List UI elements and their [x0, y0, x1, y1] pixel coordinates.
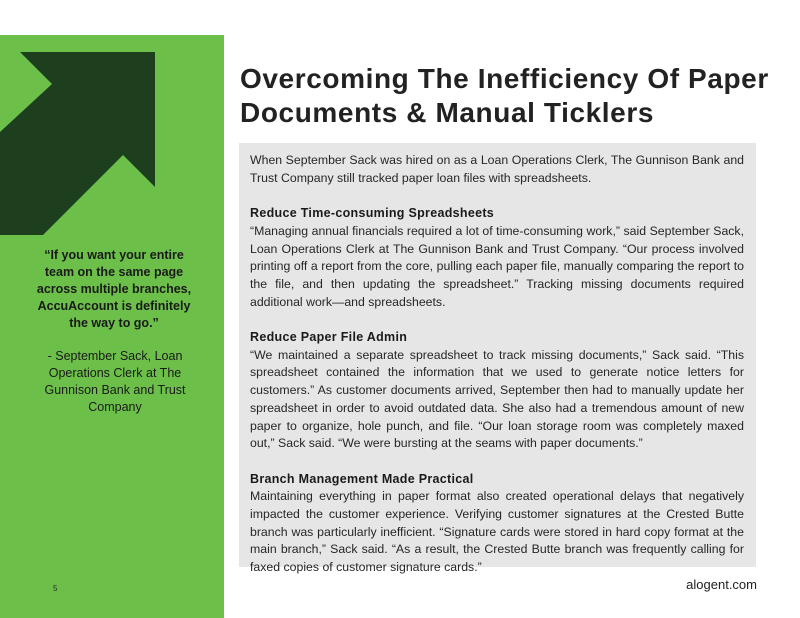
section-heading: Branch Management Made Practical: [250, 471, 474, 486]
page-title: Overcoming The Inefficiency Of Paper Documents & Manual Ticklers: [240, 63, 769, 128]
footer-url: alogent.com: [686, 577, 757, 592]
section-body: “Managing annual financials required a lot of time-consuming work,” said September Sack, Loan Operations Clerk at The Gunnison Bank and Trust Company. “Our process involved printing off a report from the core, pulling each paper file, manually comparing the report to the file, and then updating the spreadsheet.” Tracking missing documents required additional work—and spreadsheets.: [250, 223, 744, 309]
sidebar-panel: [0, 35, 224, 618]
section-body: “We maintained a separate spreadsheet to track missing documents,” Sack said. “This spreadsheet contained the information that we used to generate notice letters for customers.” As customer documents arrived, September then had to manually update her spreadsheet in order to avoid outdated data. She also had a tremendous amount of new paper to organize, hole punch, and file. “Our loan storage room was completely maxed out,” Sack said. “We were bursting at the seams with paper documents.”: [250, 347, 744, 451]
section-body: Maintaining everything in paper format also created operational delays that negatively impacted the customer experience. Verifying customer signatures at the Crested Butte branch was particularly inefficient. “Signature cards were stored in hard copy format at the main branch,” Sack said. “As a result, the Crested Butte branch was frequently calling for faxed copies of customer signature cards.”: [250, 489, 744, 575]
intro-paragraph: When September Sack was hired on as a Loan Operations Clerk, The Gunnison Bank and Trust Company still tracked paper loan files with spreadsheets.: [250, 153, 744, 185]
content-box: [239, 143, 756, 575]
quote-attribution: - September Sack, Loan Operations Clerk at The Gunnison Bank and Trust Company: [44, 349, 186, 414]
pull-quote: “If you want your entire team on the same page across multiple branches, AccuAccount is definitely the way to go.”: [36, 248, 192, 330]
page-number: 5: [53, 584, 58, 593]
arrow-icon: [0, 35, 224, 235]
section-heading: Reduce Time-consuming Spreadsheets: [250, 206, 495, 221]
section-heading: Reduce Paper File Admin: [250, 330, 408, 344]
